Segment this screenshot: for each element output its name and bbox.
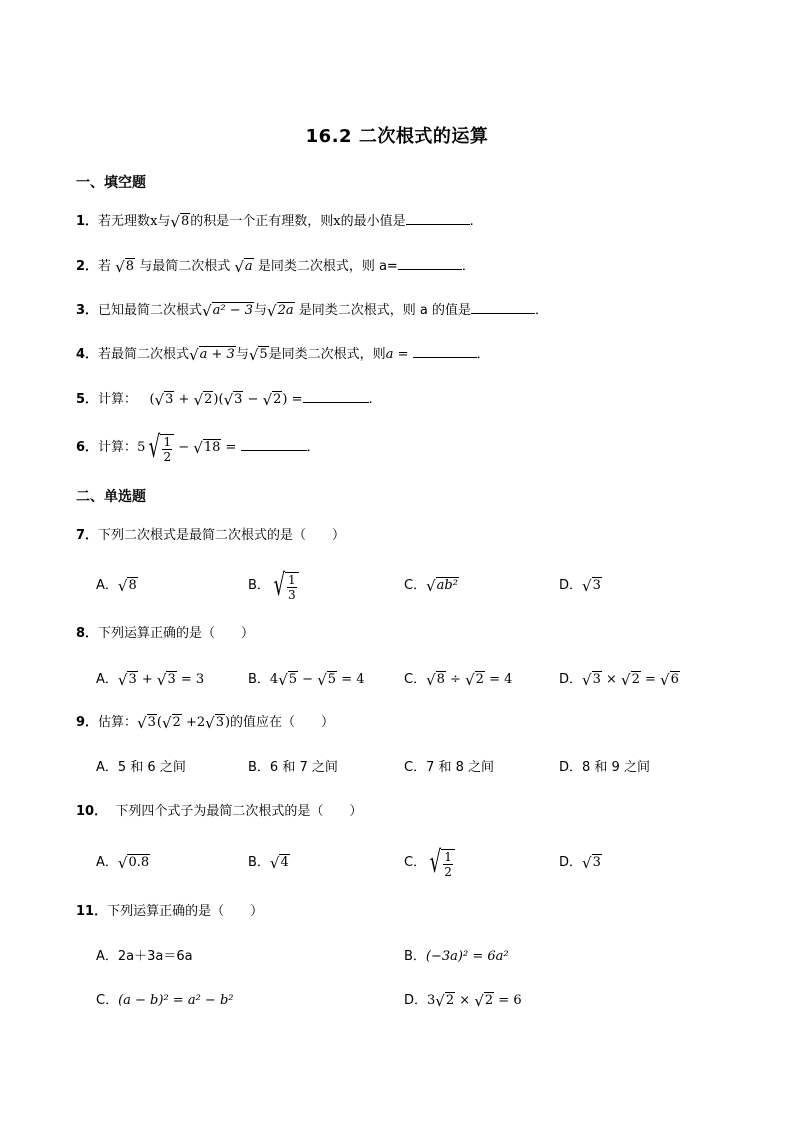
question-text: 下列运算正确的是（ ） <box>107 904 264 919</box>
operator: + <box>174 392 194 407</box>
radicand: 3 <box>215 715 224 730</box>
numerator: 1 <box>163 434 172 449</box>
question-number: 2． <box>76 259 99 274</box>
question-number: 11． <box>76 904 108 919</box>
punctuation: ． <box>461 259 475 274</box>
question-4 <box>76 343 490 366</box>
question-text: 是同类二次根式，则 a 的值是 <box>298 303 471 318</box>
radical: √ 3 <box>205 714 224 732</box>
radical: √ a + 3 <box>189 346 235 364</box>
radical: √ 2 <box>435 992 455 1010</box>
operator: − <box>298 672 318 687</box>
question-5 <box>76 388 373 411</box>
equals-sign: = <box>640 672 661 687</box>
operator: × <box>455 993 475 1008</box>
operator: × <box>601 672 622 687</box>
denominator: 3 <box>288 587 296 602</box>
question-number: 9． <box>76 715 99 730</box>
math-var: x <box>333 214 341 229</box>
question-text: 是同类二次根式，则 a= <box>257 259 398 274</box>
equals-sign: = <box>287 392 303 407</box>
question-text: 若 <box>98 259 112 274</box>
radical: √ 5 <box>317 671 337 689</box>
radicand: a <box>244 259 253 274</box>
option-b[interactable] <box>248 669 365 691</box>
question-text: 与 <box>235 347 249 362</box>
option-d[interactable] <box>559 669 680 691</box>
question-number: 7． <box>76 528 99 543</box>
option-a[interactable] <box>96 575 138 597</box>
operator: +2 <box>181 715 206 730</box>
radical: √ 2 <box>161 714 181 732</box>
math-var: x <box>150 214 158 229</box>
answer-blank[interactable] <box>471 299 535 314</box>
question-9 <box>76 712 334 734</box>
answer-blank[interactable] <box>413 343 477 358</box>
question-text: 下列运算正确的是（ ） <box>98 626 255 641</box>
fraction <box>161 435 173 464</box>
radicand: 8 <box>125 259 135 274</box>
fraction <box>442 850 454 879</box>
radicand: 5 <box>259 347 268 362</box>
question-text: 下列二次根式是最简二次根式的是（ ） <box>98 528 346 543</box>
option-c[interactable] <box>96 990 233 1012</box>
radical: √ 3 <box>154 391 174 409</box>
radical: √ 3 <box>582 854 601 872</box>
question-2 <box>76 255 475 278</box>
radicand: 3 <box>147 715 156 730</box>
equals-expr: = 3 <box>176 672 205 687</box>
question-number: 3． <box>76 303 99 318</box>
radicand: 3 <box>592 672 601 687</box>
option-label: C． <box>404 672 427 687</box>
option-a[interactable] <box>96 669 204 691</box>
option-d[interactable]: D．8 和 9 之间 <box>559 760 650 775</box>
equals-expr: = 4 <box>484 672 513 687</box>
radical: √ ab² <box>426 577 458 595</box>
question-text: 与 <box>157 214 171 229</box>
radicand: 8 <box>128 578 137 593</box>
radical: √ 5 <box>278 671 298 689</box>
radicand: 18 <box>203 440 221 455</box>
option-a[interactable] <box>96 852 150 874</box>
numerator: 1 <box>444 849 452 864</box>
math-expr: (a − b)² = a² − b² <box>118 993 234 1008</box>
question-number: 5． <box>76 392 99 407</box>
question-7 <box>76 525 345 547</box>
question-number: 1． <box>76 214 99 229</box>
punctuation: . <box>368 392 373 407</box>
option-a[interactable]: A．5 和 6 之间 <box>96 760 186 775</box>
radical: √ $\frac{1}{2}$ <box>426 846 455 880</box>
option-label: A． <box>96 672 118 687</box>
punctuation: ． <box>535 303 549 318</box>
radicand: 3 <box>234 392 243 407</box>
answer-blank[interactable] <box>398 255 462 270</box>
punctuation: ． <box>306 440 320 455</box>
question-number: 10． <box>76 804 108 819</box>
coefficient: 4 <box>269 672 279 687</box>
radicand: 2a <box>277 303 294 318</box>
option-label: A． <box>96 855 118 870</box>
question-text: 若无理数 <box>98 214 151 229</box>
radicand: 3 <box>165 392 174 407</box>
option-label: D． <box>559 578 583 593</box>
operator: ÷ <box>445 672 466 687</box>
question-text: 计算： <box>98 440 138 455</box>
option-c[interactable] <box>404 575 459 597</box>
radical: √ 3 <box>117 671 137 689</box>
radical: √ 8 <box>115 258 135 276</box>
question-text: 是同类二次根式，则 <box>268 347 386 362</box>
option-label: B． <box>248 672 270 687</box>
radicand: 8 <box>180 214 190 229</box>
radicand: 3 <box>592 578 601 593</box>
radical: √ $\frac{1}{3}$ <box>270 569 299 603</box>
radicand: ab² <box>436 578 458 593</box>
radical: √ 3 <box>582 577 601 595</box>
operator: − <box>243 392 263 407</box>
radical: √ 3 <box>223 391 243 409</box>
math-var: a <box>385 347 394 362</box>
option-d[interactable] <box>559 852 602 874</box>
radical: √ a² − 3 <box>202 302 254 320</box>
paren: )( <box>213 392 224 407</box>
option-c[interactable] <box>404 843 455 883</box>
fraction <box>286 573 298 602</box>
radicand: 2 <box>631 672 640 687</box>
option-label: A． <box>96 578 118 593</box>
radical: √ 4 <box>269 854 289 872</box>
section-heading-fill-blank: 一、填空题 <box>76 175 146 191</box>
radical: √ 3 <box>156 671 176 689</box>
question-text: 与最简二次根式 <box>139 259 231 274</box>
radicand: 2 <box>445 993 455 1008</box>
option-d[interactable] <box>404 990 522 1012</box>
radicand: 2 <box>172 715 181 730</box>
question-8 <box>76 623 254 645</box>
question-10 <box>76 801 362 823</box>
question-6 <box>76 430 320 466</box>
radicand: 8 <box>436 672 445 687</box>
radicand: 5 <box>288 672 298 687</box>
radical: √ 8 <box>426 671 445 689</box>
coefficient: 3 <box>427 993 436 1008</box>
question-text: 估算： <box>98 715 138 730</box>
option-label: B． <box>248 578 270 593</box>
option-label: D． <box>404 993 428 1008</box>
radical: √ 2 <box>621 671 640 689</box>
radicand: a + 3 <box>199 347 235 362</box>
question-number: 4． <box>76 347 99 362</box>
radical: √ 2 <box>474 992 494 1010</box>
question-text: 已知最简二次根式 <box>98 303 203 318</box>
radical: √ 2 <box>193 391 213 409</box>
option-label: D． <box>559 672 583 687</box>
question-text: 下列四个式子为最简二次根式的是（ ） <box>115 804 363 819</box>
radical: √ 3 <box>582 671 601 689</box>
radicand: a² − 3 <box>212 303 254 318</box>
answer-blank[interactable] <box>303 388 369 403</box>
punctuation: ． <box>476 347 490 362</box>
radicand: 0.8 <box>128 855 150 870</box>
question-text: 的最小值是 <box>340 214 406 229</box>
answer-blank[interactable] <box>241 436 307 451</box>
option-label: D． <box>559 855 583 870</box>
paren: ) <box>224 715 231 730</box>
option-label: B． <box>404 949 426 964</box>
radicand: 3 <box>167 672 176 687</box>
paren: ) <box>282 392 288 407</box>
operator: − <box>174 440 194 455</box>
radical: √ 5 <box>248 346 268 364</box>
option-b[interactable] <box>248 852 290 874</box>
radicand: 6 <box>670 672 679 687</box>
radical: √ 2 <box>465 671 484 689</box>
option-label: C． <box>404 578 427 593</box>
numerator: 1 <box>288 572 296 587</box>
radical: √ 8 <box>170 213 190 231</box>
coefficient: 5 <box>137 440 146 455</box>
paren: ( <box>156 715 162 730</box>
denominator: 2 <box>163 449 172 464</box>
punctuation: . <box>469 214 474 229</box>
paren: ( <box>149 392 155 407</box>
radicand: 3 <box>128 672 137 687</box>
radical: √ 2 <box>262 391 282 409</box>
radicand: 5 <box>327 672 337 687</box>
question-number: 8． <box>76 626 99 641</box>
radical: √ 3 <box>137 714 156 732</box>
section-heading-single-choice: 二、单选题 <box>76 489 146 505</box>
equals-expr: = 6 <box>494 993 522 1008</box>
question-text: 的积是一个正有理数，则 <box>190 214 334 229</box>
option-label: B． <box>248 855 270 870</box>
equals-sign: = <box>393 347 413 362</box>
radicand: 3 <box>592 855 601 870</box>
option-a[interactable]: A．2a＋3a＝6a <box>96 949 193 964</box>
option-b[interactable]: B．6 和 7 之间 <box>248 760 338 775</box>
operator: + <box>137 672 157 687</box>
question-text: 与 <box>254 303 268 318</box>
question-text: 计算： <box>98 392 138 407</box>
radical: √ $\frac{1}{2}$ <box>145 431 174 465</box>
radicand: 2 <box>273 392 282 407</box>
radicand: 2 <box>204 392 213 407</box>
option-label: C． <box>96 993 119 1008</box>
radical: √ 0.8 <box>117 854 150 872</box>
option-label: C． <box>404 855 427 870</box>
option-b[interactable] <box>404 946 509 968</box>
question-3 <box>76 299 548 322</box>
radicand: 4 <box>280 855 289 870</box>
question-number: 6． <box>76 440 99 455</box>
option-c[interactable] <box>404 669 512 691</box>
radical: √ 6 <box>660 671 679 689</box>
question-text: 若最简二次根式 <box>98 347 190 362</box>
question-1 <box>76 210 474 233</box>
radical: √ 8 <box>117 577 137 595</box>
option-c[interactable]: C．7 和 8 之间 <box>404 760 495 775</box>
page-title: 16.2 二次根式的运算 <box>305 126 489 147</box>
radical: √ a <box>234 258 253 276</box>
option-b[interactable] <box>248 566 299 606</box>
math-expr: (−3a)² = 6a² <box>425 949 509 964</box>
radicand: 2 <box>475 672 484 687</box>
equals-expr: = 4 <box>337 672 365 687</box>
option-d[interactable] <box>559 575 602 597</box>
question-text: 的值应在（ ） <box>230 715 335 730</box>
denominator: 2 <box>444 864 452 879</box>
radical: √ 18 <box>193 439 221 457</box>
radical: √ 2a <box>267 302 294 320</box>
equals-sign: = <box>221 440 241 455</box>
radicand: 2 <box>484 993 494 1008</box>
answer-blank[interactable] <box>406 210 470 225</box>
question-11 <box>76 901 263 923</box>
